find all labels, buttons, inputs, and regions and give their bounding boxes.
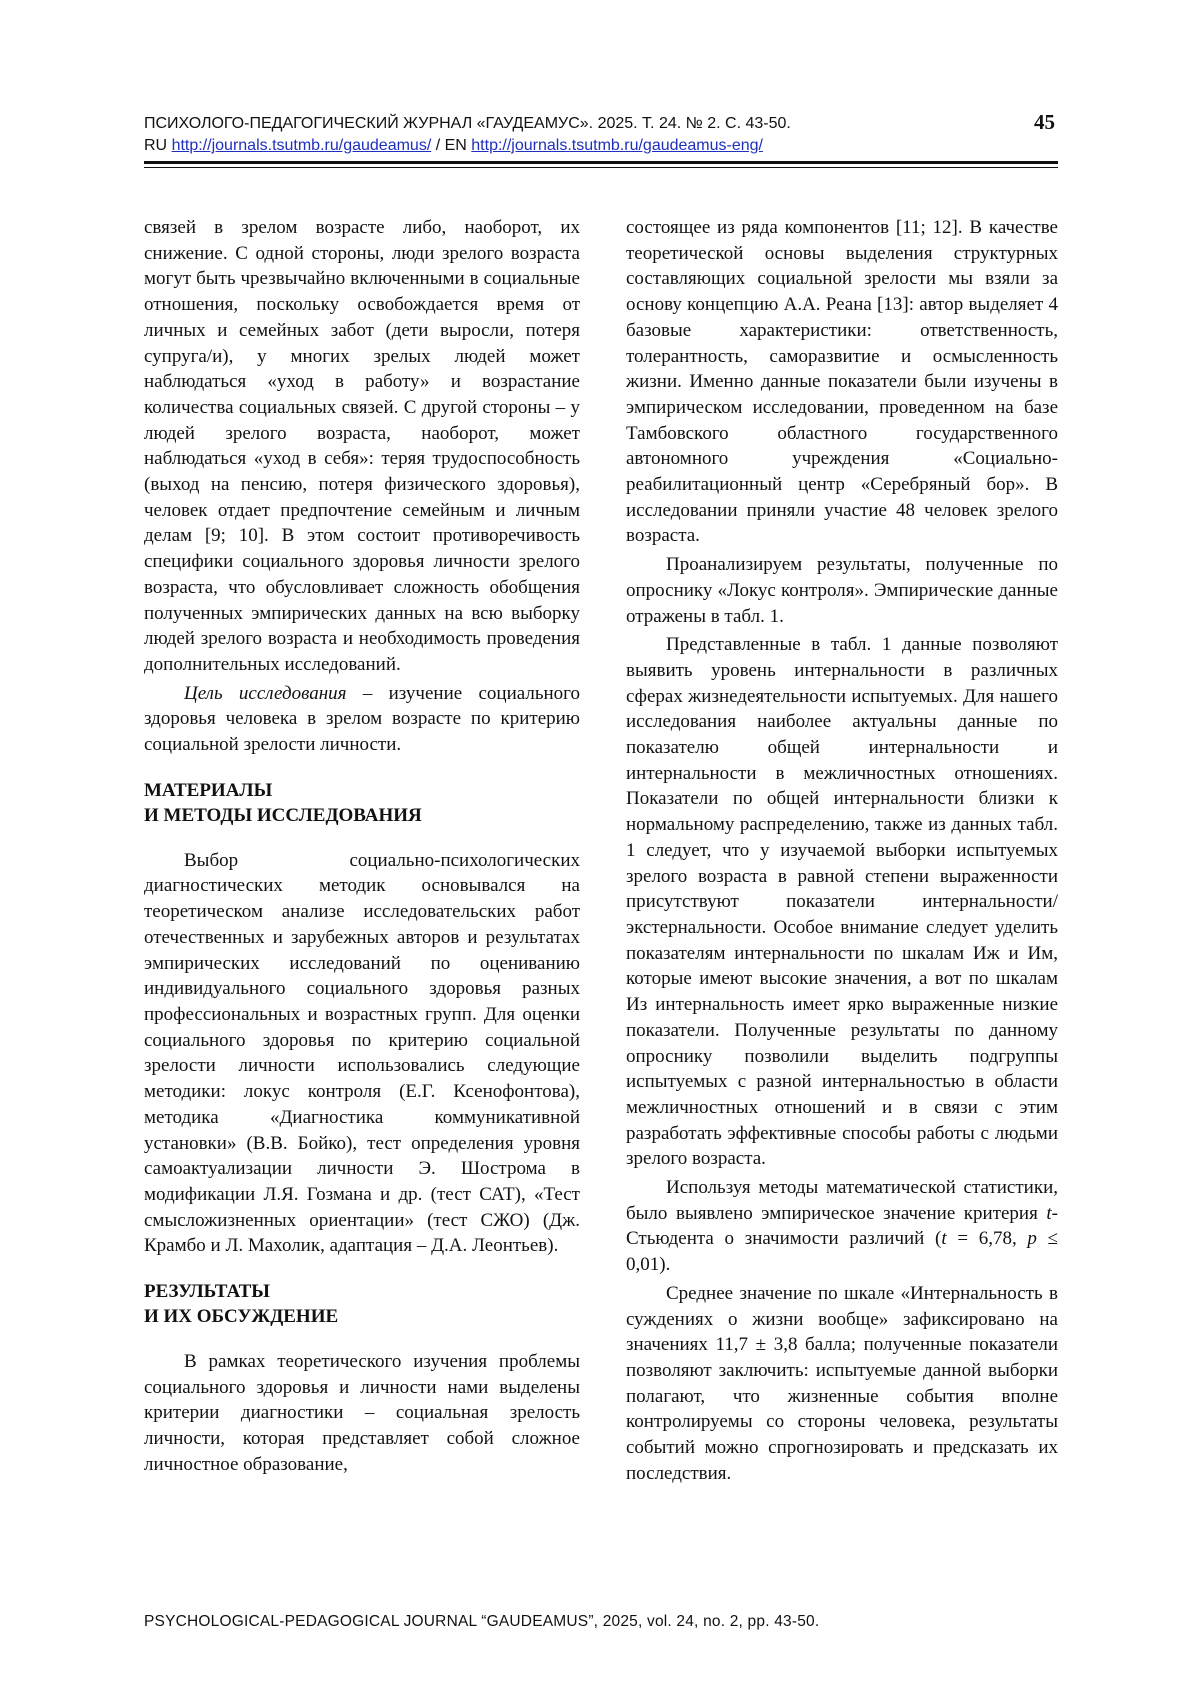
italic-variable: p — [1027, 1228, 1037, 1250]
en-url-link[interactable]: http://journals.tsutmb.ru/gaudeamus-eng/ — [471, 137, 763, 154]
running-footer: PSYCHOLOGICAL-PEDAGOGICAL JOURNAL “GAUDEAMUS”, 2025, vol. 24, no. 2, pp. 43-50. — [144, 1613, 820, 1630]
header-rule-thin — [144, 167, 1058, 168]
heading-line: И ИХ ОБСУЖДЕНИЕ — [144, 1306, 339, 1328]
paragraph: связей в зрелом возрасте либо, наоборот, их снижение. С одной стороны, люди зрелого возраста могут быть чрезвычайно включенными в социальные отношения, поскольку освобождается время от личных и семейных забот (дети выросли, потеря супруга/и), у многих зрелых людей может наблюдаться «уход в работу» и возрастание количества социальных связей. С другой стороны – у людей зрелого возраста, наоборот, может наблюдаться «уход в себя»: теряя трудоспособность (выход на пенсию, потеря физического здоровья), человек отдает предпочтение семейным и личным делам [9; 10]. В этом состоит противоречивость специфики социального здоровья личности зрелого возраста, что обусловливает сложность обобщения полученных эмпирических данных на всю выборку людей зрелого возраста и необходимость проведения дополнительных исследований. — [144, 217, 580, 675]
text-run: Используя методы математической статистики, было выявлено эмпирическое значение критерия — [626, 1177, 1058, 1224]
en-separator: / EN — [431, 137, 472, 154]
heading-line: РЕЗУЛЬТАТЫ — [144, 1281, 270, 1303]
journal-citation: ПСИХОЛОГО-ПЕДАГОГИЧЕСКИЙ ЖУРНАЛ «ГАУДЕАМУС». 2025. Т. 24. № 2. С. 43-50. — [144, 115, 791, 132]
text-run: ≤ 0,01). — [626, 1228, 1058, 1276]
paragraph: Представленные в табл. 1 данные позволяют выявить уровень интернальности в различных сферах жизнедеятельности испытуемых. Для нашего исследования наиболее актуальны данные по показателю общей интернальности и интернальности в межличностных отношениях. Показатели по общей интернальности близки к нормальному распределению, также из данных табл. 1 следует, что у изучаемой выборки испытуемых зрелого возраста в равной степени выраженности присутствуют показатели интернальности/экстернальности. Особое внимание следует уделить показателям интернальности по шкалам Иж и Им, которые имеют высокие значения, а вот по шкалам Из интернальность имеет ярко выраженные низкие показатели. Полученные результаты по данному опроснику позволили выделить подгруппы испытуемых с разной интернальностью в области межличностных отношений и в связи с этим разработать эффективные способы работы с людьми зрелого возраста. — [626, 634, 1058, 1170]
heading-line: МАТЕРИАЛЫ — [144, 779, 273, 801]
italic-variable: t — [941, 1228, 947, 1250]
journal-links — [144, 135, 1058, 157]
paragraph-statistics — [626, 1175, 1058, 1278]
aim-label: Цель исследования — [184, 682, 347, 704]
ru-label: RU — [144, 137, 172, 154]
right-column — [626, 215, 1058, 1486]
aim-text: – изучение социального здоровья человека в зрелом возрасте по критерию социальной зрелости личности. — [144, 682, 580, 756]
heading-line: И МЕТОДЫ ИССЛЕДОВАНИЯ — [144, 804, 422, 826]
left-column — [144, 215, 580, 1478]
section-heading-methods — [144, 778, 580, 828]
section-heading-results — [144, 1279, 580, 1329]
paragraph-aim — [144, 681, 580, 758]
paragraph: состоящее из ряда компонентов [11; 12]. В качестве теоретической основы выделения структурных составляющих социальной зрелости мы взяли за основу концепцию А.А. Реана [13]: автор выделяет 4 базовые характеристики: ответственность, толерантность, саморазвитие и осмысленность жизни. Именно данные показатели были изучены в эмпирическом исследовании, проведенном на базе Тамбовского областного государственного автономного учреждения «Социально-реабилитационный центр «Серебряный бор». В исследовании приняли участие 48 человек зрелого возраста. — [626, 217, 1058, 547]
paragraph: В рамках теоретического изучения проблемы социального здоровья и личности нами выделены критерии диагностики – социальная зрелость личности, которая представляет собой сложное личностное образование, — [144, 1351, 580, 1475]
italic-variable: t — [1046, 1202, 1052, 1224]
header-rule-thick — [144, 161, 1058, 164]
page-number: 45 — [1034, 110, 1055, 134]
text-run: = 6,78, — [946, 1228, 1028, 1250]
running-header — [144, 113, 1058, 157]
paragraph: Среднее значение по шкале «Интернальность в суждениях о жизни вообще» зафиксировано на значениях 11,7 ± 3,8 балла; полученные показатели позволяют заключить: испытуемые данной выборки полагают, что жизненные события вполне контролируемы со стороны человека, результаты событий можно спрогнозировать и предсказать их последствия. — [626, 1282, 1058, 1484]
paragraph: Проанализируем результаты, полученные по опроснику «Локус контроля». Эмпирические данные отражены в табл. 1. — [626, 554, 1058, 627]
ru-url-link[interactable]: http://journals.tsutmb.ru/gaudeamus/ — [171, 137, 432, 154]
paragraph: Выбор социально-психологических диагностических методик основывался на теоретическом анализе исследовательских работ отечественных и зарубежных авторов и результатах эмпирических исследований по оцениванию индивидуального социального здоровья разных профессиональных и возрастных групп. Для оценки социального здоровья по критерию социальной зрелости личности использовались следующие методики: локус контроля (Е.Г. Ксенофонтова), методика «Диагностика коммуникативной установки» (В.В. Бойко), тест определения уровня самоактуализации личности Э. Шострома в модификации Л.Я. Гозмана и др. (тест САТ), «Тест смысложизненных ориентации» (тест СЖО) (Дж. Крамбо и Л. Махолик, адаптация – Д.А. Леонтьев). — [144, 849, 580, 1257]
text-run: -Стьюдента о значимости различий ( — [626, 1202, 1058, 1250]
